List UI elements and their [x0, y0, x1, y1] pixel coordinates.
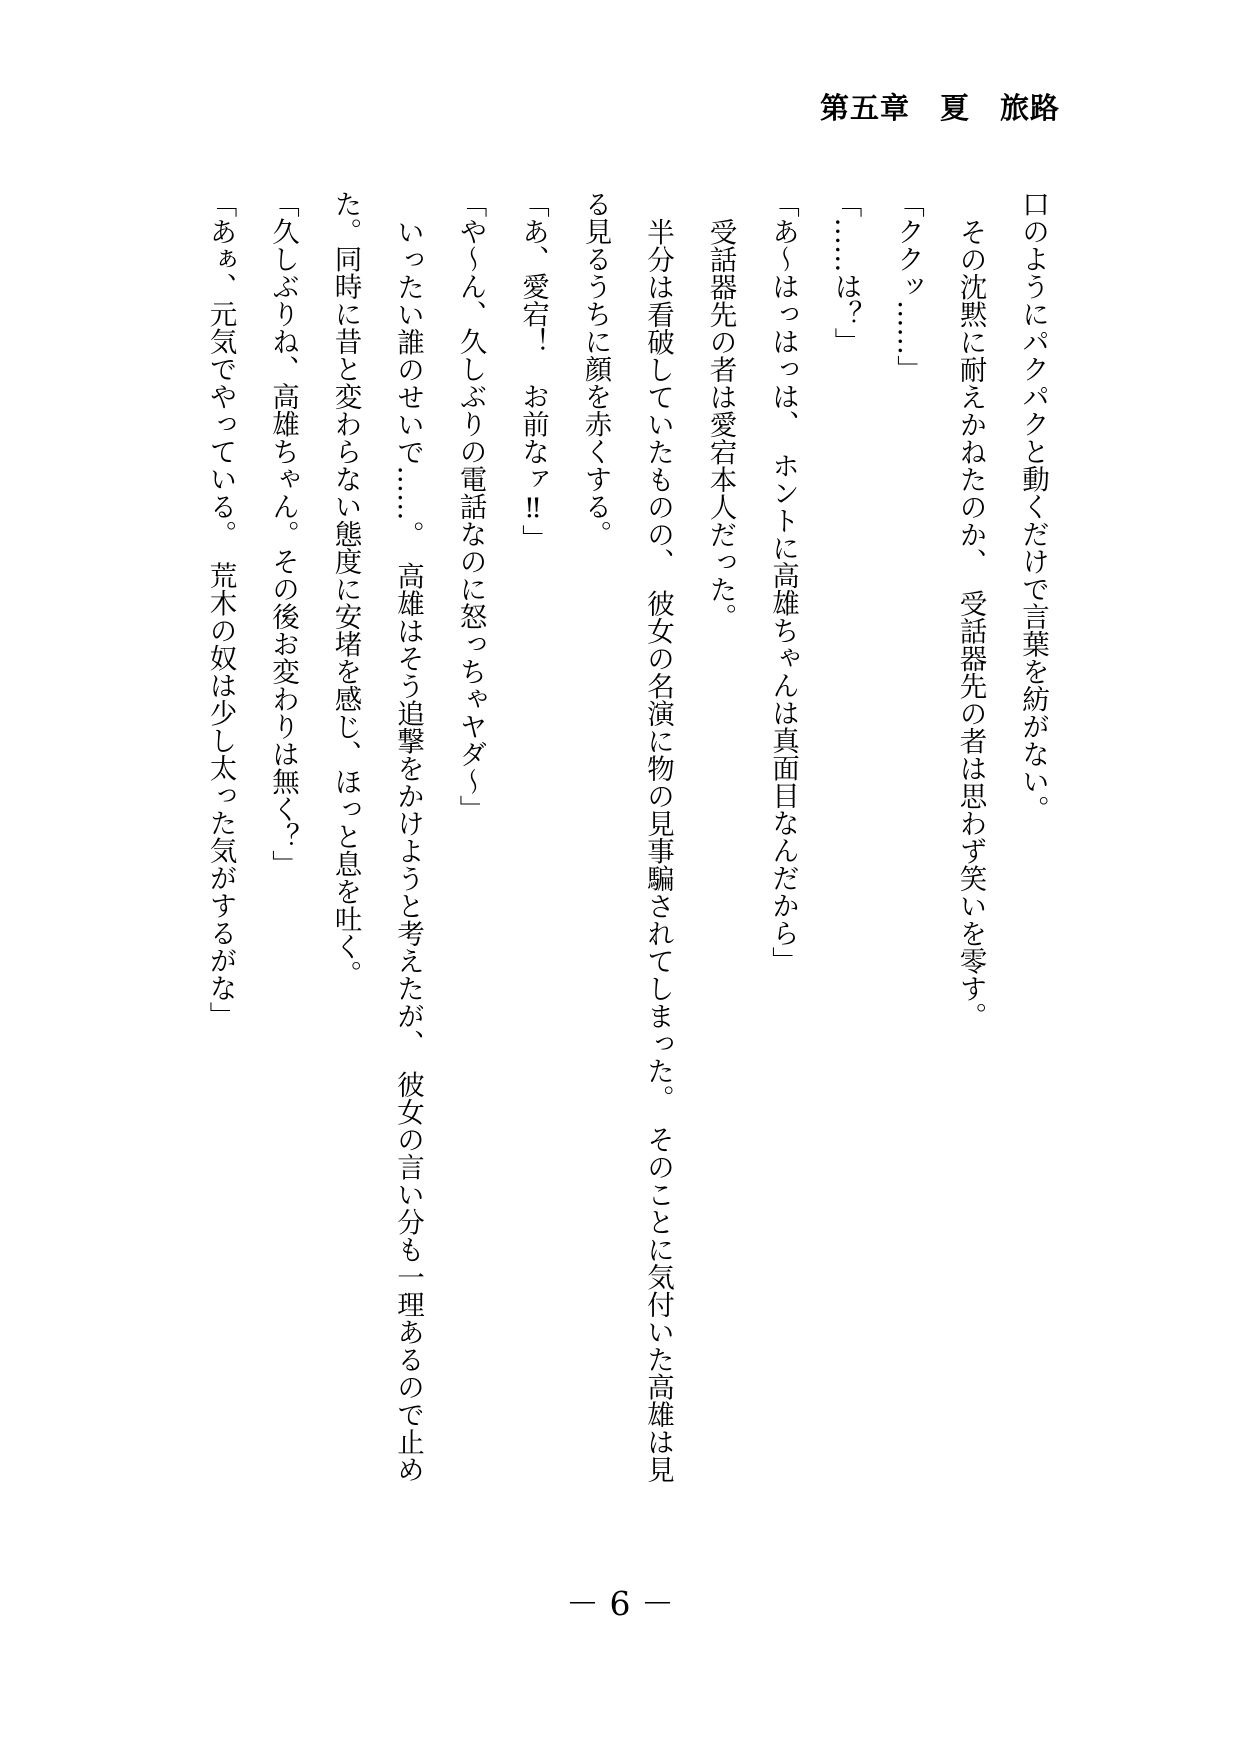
- paragraph: 「あ～はっはっは、 ホントに高雄ちゃんは真面目なんだから」: [767, 190, 799, 974]
- paragraph: 口のようにパクパクと動くだけで言葉を紡がない。: [1017, 190, 1049, 823]
- paragraph: いったい誰のせいで……。 高雄はそう追撃をかけようと考えたが、 彼女の言い分も一理あるので止めた。同時に昔と変わらない態度に安堵を感じ、ほっと息を吐く。: [329, 190, 424, 1483]
- page-number: － 6 －: [566, 1584, 674, 1623]
- paragraph: 受話器先の者は愛宕本人だった。: [704, 217, 737, 630]
- paragraph: 半分は看破していたものの、 彼女の名演に物の見事騙されてしまった。 そのことに気付いた高雄は見る見るうちに顔を赤くする。: [579, 190, 674, 1483]
- paragraph: 「……は？」: [829, 190, 862, 355]
- body-text: [189, 190, 1064, 1488]
- paragraph: 「久しぶりね、高雄ちゃん。その後お変わりは無く？」: [267, 190, 299, 878]
- paragraph: 「ククッ……」: [892, 190, 924, 383]
- paragraph: 「あぁ、元気でやっている。 荒木の奴は少し太った気がするがな」: [204, 190, 237, 1029]
- paragraph: 「や～ん、久しぶりの電話なのに怒っちゃヤダ～」: [454, 190, 487, 823]
- paragraph: その沈黙に耐えかねたのか、 受話器先の者は思わず笑いを零す。: [954, 217, 987, 1029]
- chapter-header: 第五章 夏 旅路: [819, 91, 1060, 125]
- paragraph: 「あ、愛宕！ お前なァ‼」: [517, 190, 549, 552]
